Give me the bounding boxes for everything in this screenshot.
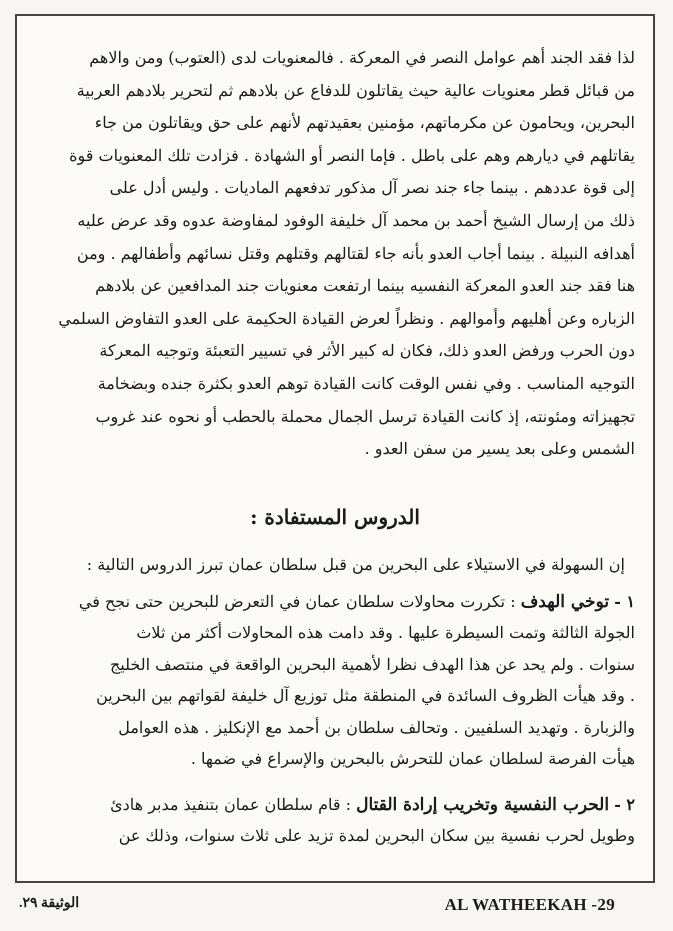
lesson-first-line xyxy=(35,789,635,821)
paragraph-line: لذا فقد الجند أهم عوامل النصر في المعركة . فالمعنويات لدى (العتوب) ومن والاهم xyxy=(89,48,635,67)
lesson-title: توخي الهدف xyxy=(520,591,610,612)
page-footer xyxy=(15,893,655,923)
paragraph-line: تجهيزاته ومئونته، إذ كانت القيادة ترسل الجمال محملة بالحطب أو نحوه عند غروب xyxy=(95,406,635,426)
page-content xyxy=(35,42,635,852)
lesson-item-2 xyxy=(35,789,635,852)
lesson-title: الحرب النفسية وتخريب إرادة القتال xyxy=(356,794,610,815)
lesson-text: : قام سلطان عمان بتنفيذ مدبر هادئ xyxy=(110,794,351,814)
lesson-first-line xyxy=(35,586,635,618)
paragraph-line: البحرين، ويحامون عن مكرماتهم، مؤمنين بعقيدتهم لأنهم على حق ويقاتلون من جاء xyxy=(94,113,635,133)
lesson-line: سنوات . ولم يحد عن هذا الهدف نظرا لأهمية البحرين الواقعة في منتصف الخليج xyxy=(109,654,635,674)
lesson-line: . وقد هيأت الظروف السائدة في المنطقة مثل توزيع آل خليفة لقواتهم بين البحرين xyxy=(96,686,635,706)
paragraph-line: التوجيه المناسب . وفي نفس الوقت كانت القيادة توهم العدو بكثرة جنده وبضخامة xyxy=(97,373,635,393)
lesson-line: الجولة الثالثة وتمت السيطرة عليها . وقد دامت هذه المحاولات أكثر من ثلاث xyxy=(136,623,635,643)
lesson-line: وطويل لحرب نفسية بين سكان البحرين لمدة تزيد على ثلاث سنوات، وذلك عن xyxy=(118,826,635,846)
body-paragraph xyxy=(35,42,635,466)
paragraph-line: ذلك من إرسال الشيخ أحمد بن محمد آل خليفة الوفود لمفاوضة عدوه وقد عرض عليه xyxy=(77,210,635,230)
paragraph-line: الزباره وعن أهليهم وأموالهم . ونظراً لعرض القيادة الحكيمة على العدو التفاوض السلمي xyxy=(58,308,635,328)
paragraph-line: من قبائل قطر معنويات عالية حيث يقاتلون للدفاع عن بلادهم ثم لتحرير بلادهم العربية xyxy=(76,80,635,100)
paragraph-line: هنا فقد جند العدو المعركة النفسيه بينما ارتفعت معنويات جند المدافعين عن بلادهم xyxy=(95,276,635,296)
page-frame xyxy=(15,14,655,883)
paragraph-line: إلى قوة عددهم . بينما جاء جند نصر آل مذكور تدفعهم الماديات . وليس أدل على xyxy=(109,178,635,198)
lesson-line: والزبارة . وتهديد السلفيين . وتحالف سلطان بن أحمد مع الإنكليز . هذه العوامل xyxy=(118,717,635,737)
lesson-line: هيأت الفرصة لسلطان عمان للتحرش بالبحرين والإسراع في ضمها . xyxy=(190,749,635,769)
intro-line: إن السهولة في الاستيلاء على البحرين من قبل سلطان عمان تبرز الدروس التالية : xyxy=(86,554,625,574)
paragraph-line: دون الحرب ورفض العدو ذلك، فكان له كبير الأثر في تسيير التعبئة وتوجيه المعركة xyxy=(99,341,635,361)
lesson-number: ٢ - xyxy=(614,794,635,814)
paragraph-line: الشمس وعلى بعد يسير من سفن العدو . xyxy=(364,439,635,459)
paragraph-line: يقاتلهم في ديارهم وهم على باطل . فإما النصر أو الشهادة . فزادت تلك المعنويات قوة xyxy=(69,145,635,165)
lesson-number: ١ - xyxy=(614,591,635,611)
lesson-item-1 xyxy=(35,586,635,775)
footer-arabic-page-label: الوثيقة ٢٩. xyxy=(19,896,80,911)
section-heading: الدروس المستفادة : xyxy=(250,504,420,529)
footer-latin-page-label: AL WATHEEKAH -29 xyxy=(444,895,615,914)
lesson-text: : تكررت محاولات سلطان عمان في التعرض للبحرين حتى نجح في xyxy=(78,591,516,611)
paragraph-line: أهدافه النبيلة . بينما أجاب العدو بأنه جاء لقتالهم وقتلهم وقتل نسائهم وأطفالهم . ومن xyxy=(76,243,635,263)
